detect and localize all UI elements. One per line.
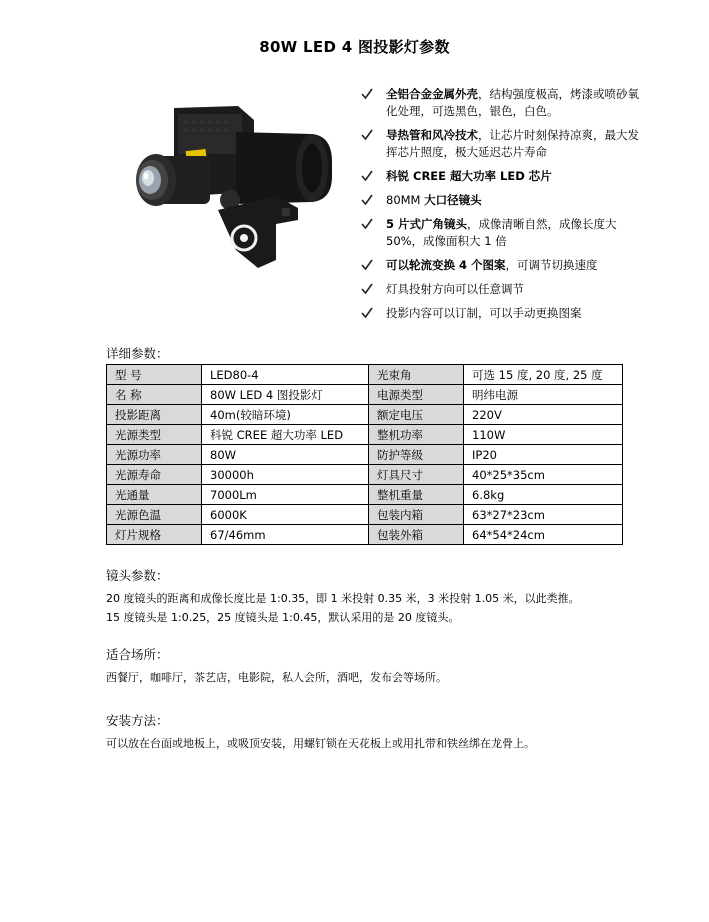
param-key: 包装外箱 (369, 525, 464, 545)
param-key: 灯片规格 (107, 525, 202, 545)
param-value: 63*27*23cm (464, 505, 623, 525)
lens-line-1: 20 度镜头的距离和成像长度比是 1:0.35，即 1 米投射 0.35 米，3 米投射 1.05 米，以此类推。 (106, 592, 580, 605)
param-key: 光源色温 (107, 505, 202, 525)
install-section (106, 711, 666, 753)
feature-bold: 大口径镜头 (424, 193, 482, 207)
install-text: 可以放在台面或地板上，或吸顶安装，用螺钉锁在天花板上或用扎带和铁丝绑在龙骨上。 (106, 737, 535, 750)
lens-heading: 镜头参数： (106, 568, 169, 583)
check-icon (360, 306, 374, 320)
table-row (107, 365, 623, 385)
check-icon (360, 87, 374, 101)
param-key: 光源寿命 (107, 465, 202, 485)
feature-bold: 可以轮流变换 4 个图案 (386, 258, 506, 272)
check-icon (360, 128, 374, 142)
feature-bold: 全铝合金金属外壳 (386, 87, 478, 101)
feature-item (360, 305, 640, 322)
param-key: 防护等级 (369, 445, 464, 465)
param-key: 包装内箱 (369, 505, 464, 525)
table-row (107, 525, 623, 545)
param-key: 光源功率 (107, 445, 202, 465)
param-key: 型 号 (107, 365, 202, 385)
lens-section (106, 566, 666, 627)
params-table (106, 364, 623, 545)
feature-text: ，可调节切换速度 (505, 258, 598, 272)
check-icon (360, 217, 374, 231)
param-key: 整机功率 (369, 425, 464, 445)
param-value: 7000Lm (202, 485, 369, 505)
table-row (107, 485, 623, 505)
feature-text: ，结构强度极高，烤漆或喷砂氧化处理，可选黑色，银色，白色。 (386, 87, 639, 118)
param-key: 额定电压 (369, 405, 464, 425)
param-value: 40m(较暗环境) (202, 405, 369, 425)
param-key: 名 称 (107, 385, 202, 405)
check-icon (360, 282, 374, 296)
check-icon (360, 169, 374, 183)
feature-item (360, 216, 640, 250)
table-row (107, 445, 623, 465)
feature-item (360, 257, 640, 274)
param-value: 6000K (202, 505, 369, 525)
projector-photo (126, 100, 338, 272)
param-value: 80W (202, 445, 369, 465)
param-key: 光束角 (369, 365, 464, 385)
table-row (107, 405, 623, 425)
param-value: 80W LED 4 图投影灯 (202, 385, 369, 405)
check-icon (360, 258, 374, 272)
param-value: 220V (464, 405, 623, 425)
feature-text: ，成像清晰自然，成像长度大 50%，成像面积大 1 倍 (386, 217, 617, 248)
feature-item (360, 168, 640, 185)
venues-text: 西餐厅，咖啡厅，茶艺店，电影院，私人会所，酒吧，发布会等场所。 (106, 671, 447, 684)
param-value: 30000h (202, 465, 369, 485)
param-key: 电源类型 (369, 385, 464, 405)
param-key: 灯具尺寸 (369, 465, 464, 485)
params-heading: 详细参数： (106, 346, 169, 361)
page-title: 80W LED 4 图投影灯参数 (259, 38, 450, 56)
param-value: 可选 15 度, 20 度, 25 度 (464, 365, 623, 385)
install-heading: 安装方法： (106, 713, 169, 728)
param-value: 110W (464, 425, 623, 445)
feature-item (360, 192, 640, 209)
param-value: LED80-4 (202, 365, 369, 385)
feature-text: ，让芯片时刻保持凉爽，最大发挥芯片照度，极大延迟芯片寿命 (386, 128, 639, 159)
table-row (107, 385, 623, 405)
table-row (107, 505, 623, 525)
param-value: 40*25*35cm (464, 465, 623, 485)
feature-bold: 导热管和风冷技术 (386, 128, 478, 142)
venues-section (106, 645, 666, 687)
feature-item (360, 127, 640, 161)
param-value: 明纬电源 (464, 385, 623, 405)
param-value: 6.8kg (464, 485, 623, 505)
param-key: 整机重量 (369, 485, 464, 505)
table-row (107, 465, 623, 485)
param-value: 67/46mm (202, 525, 369, 545)
feature-text: 80MM (386, 193, 425, 207)
param-value: IP20 (464, 445, 623, 465)
venues-heading: 适合场所： (106, 647, 169, 662)
table-row (107, 425, 623, 445)
feature-text: 投影内容可以订制，可以手动更换图案 (386, 306, 582, 320)
param-value: 科锐 CREE 超大功率 LED (202, 425, 369, 445)
feature-text: 灯具投射方向可以任意调节 (386, 282, 524, 296)
feature-list (360, 86, 640, 329)
check-icon (360, 193, 374, 207)
param-key: 光源类型 (107, 425, 202, 445)
feature-item (360, 281, 640, 298)
lens-line-2: 15 度镜头是 1:0.25，25 度镜头是 1:0.45，默认采用的是 20 度镜头。 (106, 611, 460, 624)
feature-item (360, 86, 640, 120)
feature-bold: 科锐 CREE 超大功率 LED 芯片 (386, 169, 552, 183)
param-value: 64*54*24cm (464, 525, 623, 545)
feature-bold: 5 片式广角镜头 (386, 217, 468, 231)
param-key: 投影距离 (107, 405, 202, 425)
param-key: 光通量 (107, 485, 202, 505)
